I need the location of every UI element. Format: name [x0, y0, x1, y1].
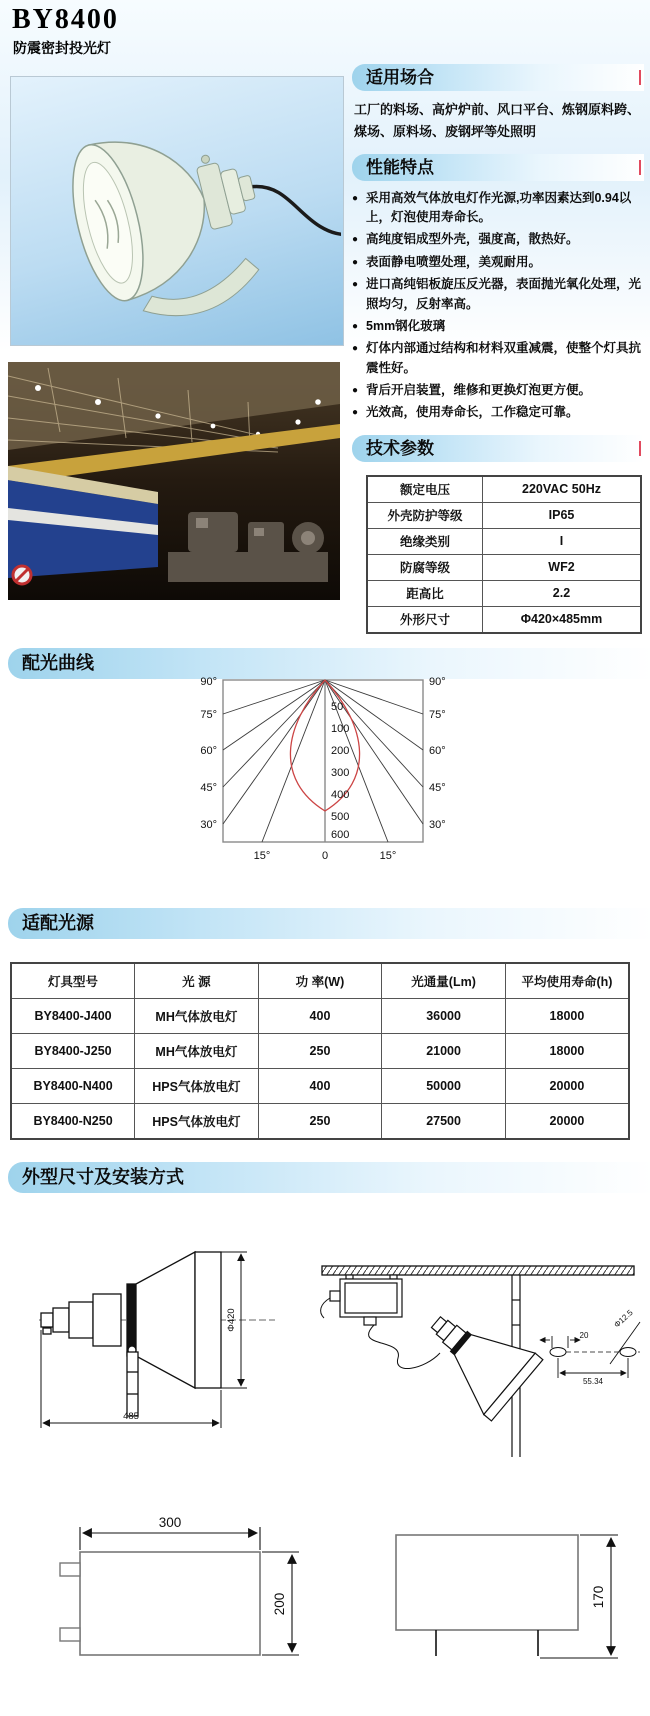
cell-model: BY8400-J400	[11, 999, 135, 1034]
ballast-outline	[80, 1552, 260, 1655]
light-sources-table	[10, 962, 630, 1140]
cell-power: 250	[258, 1104, 382, 1140]
dim-label-diameter: Φ420	[226, 1308, 237, 1332]
param-value: WF2	[483, 554, 642, 580]
feature-item	[352, 381, 644, 400]
cell-life: 20000	[505, 1104, 629, 1140]
ballast-front-svg	[45, 1502, 335, 1680]
column-header: 平均使用寿命(h)	[505, 963, 629, 999]
cell-source: MH气体放电灯	[135, 999, 259, 1034]
cell-flux: 36000	[382, 999, 506, 1034]
column-header: 功 率(W)	[258, 963, 382, 999]
lamp-cable	[369, 1325, 440, 1369]
feature-text: 进口高纯铝板旋压反光器，表面抛光氧化处理，光照均匀，反射率高。	[366, 277, 642, 311]
ballast-box	[330, 1275, 402, 1325]
param-label: 额定电压	[367, 476, 483, 503]
dim-width	[80, 1527, 260, 1550]
section-header-dimensions	[8, 1162, 650, 1193]
factory-scene	[8, 362, 340, 600]
table-row	[367, 580, 641, 606]
cell-model: BY8400-N400	[11, 1069, 135, 1104]
cell-life: 18000	[505, 999, 629, 1034]
red-tick-icon	[639, 70, 641, 85]
red-tick-icon	[639, 160, 641, 175]
section-header-light-sources	[8, 908, 650, 939]
feature-text: 灯体内部通过结构和材料双重减震，使整个灯具抗震性好。	[366, 341, 642, 375]
feature-item	[352, 189, 644, 228]
tick-label: 90°	[200, 676, 217, 688]
dim-label-length: 485	[123, 1411, 139, 1422]
ballast-cable	[321, 1298, 330, 1318]
drawing-ballast-front	[45, 1502, 335, 1680]
right-column	[352, 64, 644, 634]
table-row	[11, 1104, 629, 1140]
dim-label-slot: 55.34	[582, 1377, 604, 1386]
cell-power: 400	[258, 1069, 382, 1104]
lamp-body	[41, 1252, 221, 1416]
param-value: 2.2	[483, 580, 642, 606]
feature-item	[352, 317, 644, 336]
dim-label-height: 200	[272, 1592, 287, 1616]
bullet-icon: ●	[352, 385, 359, 397]
section-title: 适配光源	[22, 913, 94, 933]
tick-label: 30°	[429, 819, 446, 831]
dim-label-offset: 20	[579, 1331, 589, 1340]
bullet-icon: ●	[352, 320, 359, 332]
tick-label: 75°	[429, 709, 446, 721]
param-value: IP65	[483, 502, 642, 528]
table-row	[367, 606, 641, 633]
cell-flux: 21000	[382, 1034, 506, 1069]
product-photo	[10, 76, 344, 346]
feature-text: 采用高效气体放电灯作光源,功率因素达到0.94以上，灯泡使用寿命长。	[366, 190, 632, 225]
cell-life: 18000	[505, 1034, 629, 1069]
table-row	[367, 476, 641, 503]
axis-value: 500	[331, 811, 350, 823]
tab	[60, 1628, 80, 1641]
tick-label: 90°	[429, 676, 446, 688]
section-header-features	[352, 154, 644, 181]
param-label: 距高比	[367, 580, 483, 606]
axis-value: 400	[331, 789, 350, 801]
mounting-hole-detail	[540, 1308, 640, 1386]
feature-text: 光效高，使用寿命长，工作稳定可靠。	[366, 405, 579, 420]
red-tick-icon	[639, 441, 641, 456]
section-title: 配光曲线	[22, 653, 94, 673]
table-row	[11, 1069, 629, 1104]
cell-model: BY8400-N250	[11, 1104, 135, 1140]
table-row	[11, 999, 629, 1034]
axis-value-labels	[331, 701, 349, 841]
dim-label-depth: 170	[591, 1585, 606, 1609]
cell-flux: 27500	[382, 1104, 506, 1140]
cell-model: BY8400-J250	[11, 1034, 135, 1069]
feature-item	[352, 339, 644, 378]
axis-value: 50	[331, 701, 344, 713]
tick-label: 45°	[429, 782, 446, 794]
feature-item	[352, 275, 644, 314]
installation-svg	[312, 1252, 644, 1470]
tick-label: 15°	[379, 850, 397, 862]
tick-label: 30°	[200, 819, 217, 831]
table-header-row	[11, 963, 629, 999]
param-label: 绝缘类别	[367, 528, 483, 554]
feature-text: 5mm钢化玻璃	[366, 318, 446, 333]
cell-life: 20000	[505, 1069, 629, 1104]
param-value: Φ420×485mm	[483, 606, 642, 633]
axis-value: 100	[331, 723, 350, 735]
factory-photo	[8, 362, 340, 600]
bullet-icon: ●	[352, 279, 359, 291]
feature-text: 背后开启装置，维修和更换灯泡更方便。	[366, 383, 592, 398]
param-label: 外形尺寸	[367, 606, 483, 633]
cell-source: MH气体放电灯	[135, 1034, 259, 1069]
tab	[60, 1563, 80, 1576]
drawing-side-view	[35, 1238, 305, 1443]
feature-text: 高纯度铝成型外壳，强度高，散热好。	[366, 232, 579, 247]
tick-label: 75°	[200, 709, 217, 721]
section-header-tech-params	[352, 435, 644, 462]
tick-label: 45°	[200, 782, 217, 794]
feature-list	[352, 189, 644, 423]
tech-params-table	[366, 475, 642, 634]
right-angle-labels	[429, 676, 446, 831]
feature-item	[352, 230, 644, 249]
table-row	[367, 554, 641, 580]
cell-power: 400	[258, 999, 382, 1034]
dim-label-hole: Φ12.5	[612, 1308, 635, 1330]
ballast-side-svg	[378, 1515, 640, 1680]
tick-label: 0	[321, 850, 329, 862]
column-header: 光通量(Lm)	[382, 963, 506, 999]
section-title: 适用场合	[366, 68, 434, 87]
dim-label-width: 300	[158, 1515, 182, 1530]
angle-fan-lines	[223, 680, 423, 842]
tilted-floodlight	[410, 1292, 543, 1421]
feature-item	[352, 403, 644, 422]
application-text: 工厂的料场、高炉炉前、风口平台、炼钢原料跨、煤场、原料场、废钢坪等处照明	[354, 102, 641, 140]
column-header: 灯具型号	[11, 963, 135, 999]
column-header: 光 源	[135, 963, 259, 999]
param-value: 220VAC 50Hz	[483, 476, 642, 503]
bullet-icon: ●	[352, 234, 359, 246]
side-view-svg	[35, 1238, 305, 1443]
param-value: I	[483, 528, 642, 554]
tick-label: 60°	[429, 745, 446, 757]
table-row	[11, 1034, 629, 1069]
param-label: 外壳防护等级	[367, 502, 483, 528]
light-distribution-chart	[165, 668, 485, 883]
floodlight-illustration	[11, 77, 341, 343]
left-angle-labels	[200, 676, 217, 831]
bottom-tick-labels	[254, 850, 397, 862]
light-curve-diagram	[165, 668, 485, 883]
axis-value: 200	[331, 745, 350, 757]
section-title: 技术参数	[366, 438, 434, 458]
cell-flux: 50000	[382, 1069, 506, 1104]
section-title: 外型尺寸及安装方式	[22, 1167, 184, 1187]
feature-item	[352, 253, 644, 272]
axis-value: 600	[331, 829, 350, 841]
drawing-ballast-side	[378, 1515, 640, 1680]
page-title: BY8400	[12, 4, 119, 35]
bullet-icon: ●	[352, 256, 359, 268]
bullet-icon: ●	[352, 407, 359, 419]
ceiling	[322, 1266, 634, 1275]
page-subtitle: 防震密封投光灯	[13, 40, 111, 56]
param-label: 防腐等级	[367, 554, 483, 580]
axis-value: 300	[331, 767, 350, 779]
section-title: 性能特点	[366, 157, 434, 177]
section-header-application	[352, 64, 644, 91]
bullet-icon: ●	[352, 343, 359, 355]
cell-source: HPS气体放电灯	[135, 1104, 259, 1140]
cell-source: HPS气体放电灯	[135, 1069, 259, 1104]
table-row	[367, 502, 641, 528]
tick-label: 60°	[200, 745, 217, 757]
table-row	[367, 528, 641, 554]
bullet-icon: ●	[352, 192, 359, 204]
cell-power: 250	[258, 1034, 382, 1069]
feature-text: 表面静电喷塑处理，美观耐用。	[366, 254, 542, 269]
drawing-installation	[312, 1252, 644, 1470]
light-sources-table-wrap	[10, 962, 630, 1140]
tick-label: 15°	[253, 850, 271, 862]
ballast-outline	[396, 1535, 578, 1630]
